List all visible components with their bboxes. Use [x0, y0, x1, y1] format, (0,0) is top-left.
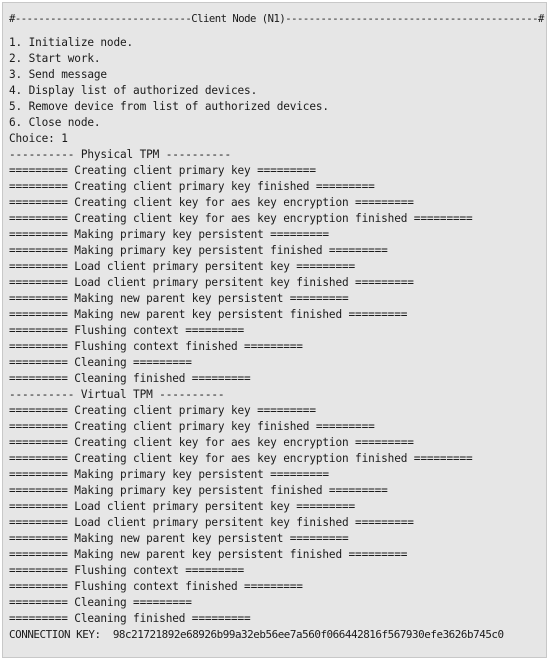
terminal-output	[9, 11, 546, 643]
blank-line	[9, 27, 546, 35]
log-line: ========= Creating client key for aes key encryption =========	[9, 436, 414, 449]
node-title-banner: #------------------------------Client Node (N1)-------------------------------------------#	[9, 13, 544, 25]
log-line: ========= Cleaning finished =========	[9, 612, 251, 625]
log-line: ========= Making primary key persistent finished =========	[9, 484, 388, 497]
log-line: ========= Making new parent key persistent finished =========	[9, 548, 408, 561]
log-line: ========= Flushing context =========	[9, 324, 245, 337]
log-line: ========= Creating client primary key finished =========	[9, 180, 375, 193]
log-line: ========= Cleaning =========	[9, 356, 192, 369]
menu-item-initialize: 1. Initialize node.	[9, 36, 134, 49]
choice-prompt: Choice: 1	[9, 132, 68, 145]
menu-item-close-node: 6. Close node.	[9, 116, 101, 129]
log-line: ========= Making new parent key persistent =========	[9, 532, 349, 545]
log-line: ========= Making primary key persistent =========	[9, 228, 329, 241]
log-line: ========= Creating client primary key =========	[9, 164, 316, 177]
menu-item-display-devices: 4. Display list of authorized devices.	[9, 84, 258, 97]
log-line: ========= Making primary key persistent finished =========	[9, 244, 388, 257]
log-line: ========= Making primary key persistent =========	[9, 468, 329, 481]
log-line: ========= Load client primary persitent key =========	[9, 260, 356, 273]
log-line: ========= Load client primary persitent key finished =========	[9, 516, 414, 529]
log-line: ========= Load client primary persitent key =========	[9, 500, 356, 513]
log-line: ========= Creating client key for aes key encryption finished =========	[9, 452, 473, 465]
log-line: ========= Load client primary persitent key finished =========	[9, 276, 414, 289]
menu-item-start-work: 2. Start work.	[9, 52, 101, 65]
log-line: ========= Creating client primary key finished =========	[9, 420, 375, 433]
log-line: ========= Making new parent key persistent finished =========	[9, 308, 408, 321]
terminal-window	[2, 2, 547, 658]
menu-item-remove-device: 5. Remove device from list of authorized devices.	[9, 100, 329, 113]
log-line: ========= Making new parent key persistent =========	[9, 292, 349, 305]
menu-item-send-message: 3. Send message	[9, 68, 107, 81]
connection-key: CONNECTION KEY: 98c21721892e68926b99a32eb56ee7a560f066442816f567930efe3626b745c0	[9, 628, 504, 641]
log-line: ========= Flushing context finished =========	[9, 580, 303, 593]
log-line: ========= Creating client primary key =========	[9, 404, 316, 417]
log-line: ========= Flushing context finished =========	[9, 340, 303, 353]
log-line: ========= Creating client key for aes key encryption =========	[9, 196, 414, 209]
log-line: ========= Cleaning =========	[9, 596, 192, 609]
log-line: ========= Cleaning finished =========	[9, 372, 251, 385]
virtual-tpm-header: ---------- Virtual TPM ----------	[9, 388, 225, 401]
physical-tpm-header: ---------- Physical TPM ----------	[9, 148, 231, 161]
log-line: ========= Flushing context =========	[9, 564, 245, 577]
log-line: ========= Creating client key for aes key encryption finished =========	[9, 212, 473, 225]
